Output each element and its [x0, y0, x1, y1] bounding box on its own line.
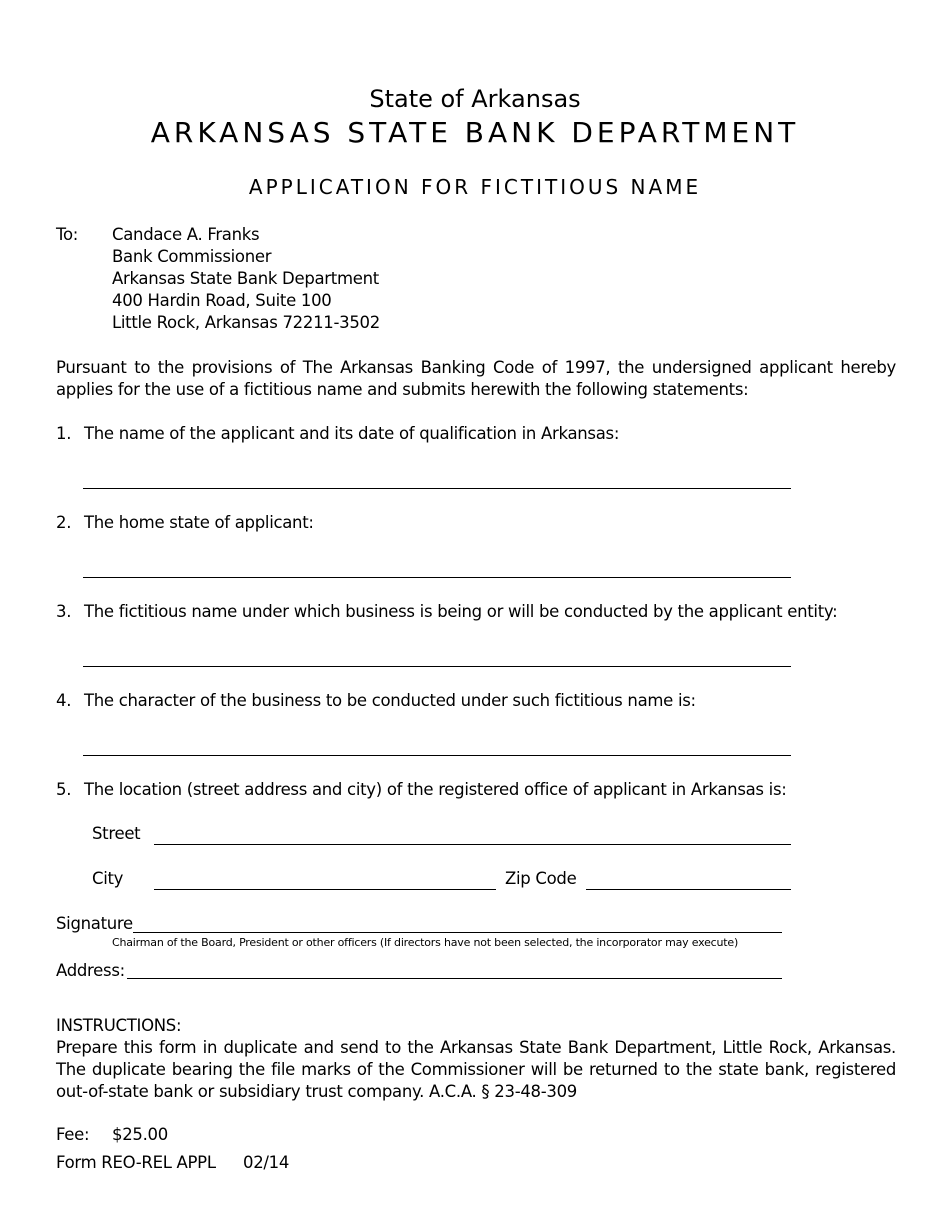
recipient-title: Bank Commissioner: [112, 247, 272, 266]
form-id: Form REO-REL APPL: [56, 1153, 216, 1172]
city-label: City: [92, 869, 124, 888]
city-line[interactable]: [154, 889, 496, 890]
item-text: The character of the business to be conducted under such fictitious name is:: [84, 691, 696, 710]
item-text: The location (street address and city) of the registered office of applicant in Arkansas is:: [84, 780, 787, 799]
item-text: The name of the applicant and its date of qualification in Arkansas:: [84, 424, 620, 443]
business-character-line[interactable]: [83, 755, 791, 756]
fictitious-name-line[interactable]: [83, 666, 791, 667]
signature-line[interactable]: [133, 932, 782, 933]
signature-note: Chairman of the Board, President or other officers (If directors have not been selected, the incorporator may execute): [112, 936, 739, 949]
home-state-line[interactable]: [83, 577, 791, 578]
signature-label: Signature: [56, 914, 133, 933]
form-title: APPLICATION FOR FICTITIOUS NAME: [248, 175, 702, 199]
state-heading: State of Arkansas: [369, 85, 581, 113]
street-line[interactable]: [154, 844, 791, 845]
item-number: 5.: [56, 780, 72, 799]
to-label: To:: [56, 225, 79, 244]
item-number: 2.: [56, 513, 72, 532]
form-date: 02/14: [243, 1153, 290, 1172]
recipient-name: Candace A. Franks: [112, 225, 260, 244]
street-label: Street: [92, 824, 141, 843]
fee-value: $25.00: [112, 1125, 168, 1144]
instructions-body: Prepare this form in duplicate and send to the Arkansas State Bank Department, Little Rock, Arkansas. The duplicate bearing the file marks of the Commissioner will be returned to the state bank, registered out-of-state bank or subsidiary trust company. A.C.A. § 23-48-309: [56, 1038, 896, 1101]
item-number: 3.: [56, 602, 72, 621]
instructions-heading: INSTRUCTIONS:: [56, 1016, 182, 1035]
zip-code-line[interactable]: [586, 889, 791, 890]
item-text: The fictitious name under which business is being or will be conducted by the applicant entity:: [84, 602, 838, 621]
address-line[interactable]: [127, 978, 782, 979]
zip-code-label: Zip Code: [505, 869, 577, 888]
recipient-street: 400 Hardin Road, Suite 100: [112, 291, 332, 310]
item-number: 1.: [56, 424, 72, 443]
intro-paragraph: Pursuant to the provisions of The Arkansas Banking Code of 1997, the undersigned applicant hereby applies for the use of a fictitious name and submits herewith the following statements:: [56, 358, 896, 399]
item-number: 4.: [56, 691, 72, 710]
address-label: Address:: [56, 961, 125, 980]
item-text: The home state of applicant:: [84, 513, 314, 532]
recipient-department: Arkansas State Bank Department: [112, 269, 379, 288]
department-heading: ARKANSAS STATE BANK DEPARTMENT: [150, 116, 800, 149]
recipient-city: Little Rock, Arkansas 72211-3502: [112, 313, 380, 332]
fee-label: Fee:: [56, 1125, 90, 1144]
applicant-name-line[interactable]: [83, 488, 791, 489]
